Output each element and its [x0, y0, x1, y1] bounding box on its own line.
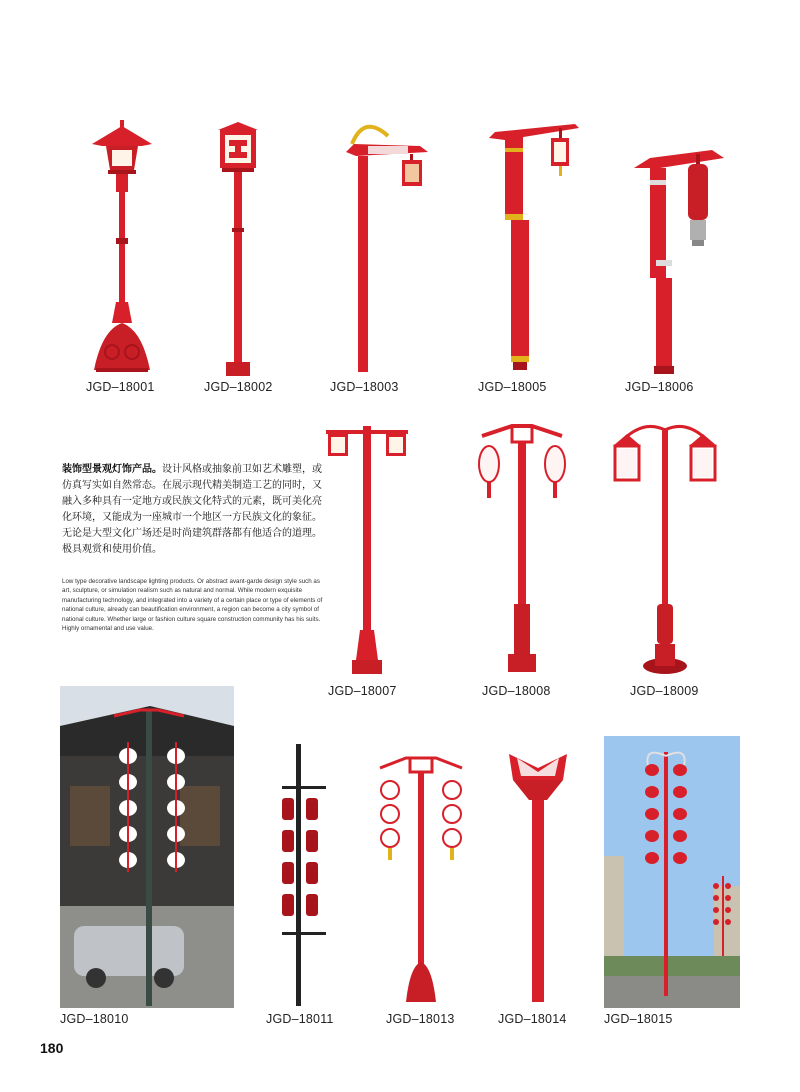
description-english: Low type decorative landscape lighting products. Or abstract avant-garde design style such as art, sculpture, or simulation realism such as natural and normal. While modern exquisite manufacturing technology, and integrated into a variety of a certain place or type of elements of national culture, already can beautification environment, a region can become a city symbol of national culture. Whether large or fashion culture square construction community has his suits. Highly ornamental and use value. — [62, 578, 323, 633]
product-code-label: JGD–18005 — [478, 380, 547, 394]
product-photo-jgd-18010 — [60, 686, 234, 1008]
product-jgd-18013 — [376, 752, 466, 1008]
product-code-label: JGD–18007 — [328, 684, 397, 698]
product-code-label: JGD–18013 — [386, 1012, 455, 1026]
product-code-label: JGD–18011 — [266, 1012, 334, 1026]
product-code-label: JGD–18002 — [204, 380, 273, 394]
description-body: 设计风格或抽象前卫如艺术雕塑，或仿真写实如自然常态。在展示现代精美制造工艺的同时，又融入多种具有一定地方或民族文化特式的元素，既可美化亮化环境，又能成为一座城市一个地区一方民族文化的象征。无论是大型文化广场还是时尚建筑群落都有他适合的道理。极具观赏和使用价值。 — [62, 464, 322, 555]
product-jgd-18005 — [485, 118, 585, 380]
product-code-label: JGD–18009 — [630, 684, 699, 698]
lamp-illustration — [630, 140, 730, 380]
product-code-label: JGD–18015 — [604, 1012, 673, 1026]
product-code-label: JGD–18008 — [482, 684, 551, 698]
lamp-illustration — [322, 420, 412, 682]
lamp-illustration — [82, 118, 162, 380]
street-scene-photo — [60, 686, 234, 1008]
product-code-label: JGD–18010 — [60, 1012, 129, 1026]
product-jgd-18008 — [472, 418, 572, 682]
page-number: 180 — [40, 1040, 64, 1056]
product-jgd-18002 — [208, 118, 268, 380]
description-lead: 装饰型景观灯饰产品。 — [62, 464, 162, 475]
product-jgd-18006 — [630, 140, 730, 380]
product-code-label: JGD–18001 — [86, 380, 155, 394]
product-code-label: JGD–18003 — [330, 380, 399, 394]
plaza-scene-photo — [604, 736, 740, 1008]
product-jgd-18014 — [503, 744, 573, 1008]
product-jgd-18003 — [340, 116, 440, 380]
description-chinese — [62, 462, 324, 558]
lamp-illustration — [208, 118, 268, 380]
product-jgd-18001 — [82, 118, 162, 380]
product-jgd-18011 — [276, 742, 336, 1008]
lamp-illustration — [376, 752, 466, 1008]
product-code-label: JGD–18014 — [498, 1012, 567, 1026]
lamp-illustration — [340, 116, 440, 380]
product-jgd-18009 — [605, 418, 725, 682]
product-code-label: JGD–18006 — [625, 380, 694, 394]
lamp-illustration — [485, 118, 585, 380]
lamp-illustration — [503, 744, 573, 1008]
product-jgd-18007 — [322, 420, 412, 682]
lamp-illustration — [276, 742, 336, 1008]
product-photo-jgd-18015 — [604, 736, 740, 1008]
lamp-illustration — [472, 418, 572, 682]
lamp-illustration — [605, 418, 725, 682]
